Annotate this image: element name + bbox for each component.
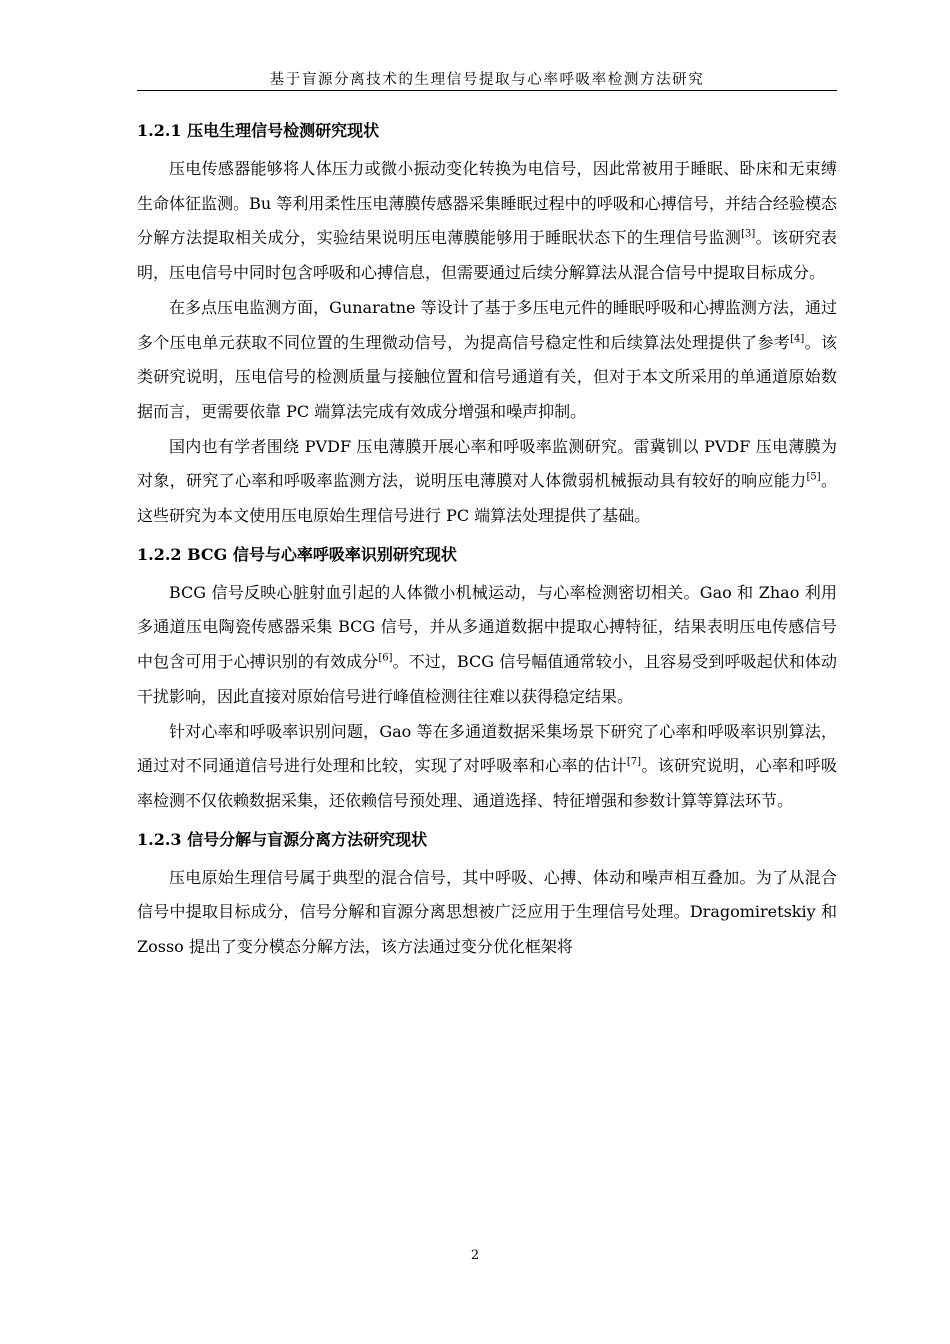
paragraph: BCG 信号反映心脏射血引起的人体微小机械运动，与心率检测密切相关。Gao 和 Zhao 利用多通道压电陶瓷传感器采集 BCG 信号，并从多通道数据中提取心搏特征，结果表明压电传感信号中包含可用于心搏识别的有效成分[6]。不过，BCG 信号幅值通常较小，且容易受到呼吸起伏和体动干扰影响，因此直接对原始信号进行峰值检测往往难以获得稳定结果。: [137, 582, 837, 706]
section-heading-1-2-2: 1.2.2 BCG 信号与心率呼吸率识别研究现状: [137, 544, 457, 564]
paragraph: 压电原始生理信号属于典型的混合信号，其中呼吸、心搏、体动和噪声相互叠加。为了从混合信号中提取目标成分，信号分解和盲源分离思想被广泛应用于生理信号处理。Dragomiretskiy 和 Zosso 提出了变分模态分解方法，该方法通过变分优化框架将: [137, 867, 837, 957]
citation: [3]: [741, 229, 756, 241]
page-number: 2: [470, 1248, 480, 1263]
section-heading-1-2-3: 1.2.3 信号分解与盲源分离方法研究现状: [137, 829, 428, 849]
citation: [7]: [626, 756, 642, 768]
page-body: [137, 118, 837, 965]
running-header: 基于盲源分离技术的生理信号提取与心率呼吸率检测方法研究: [269, 72, 705, 88]
citation: [5]: [806, 472, 821, 483]
paragraph: 在多点压电监测方面，Gunaratne 等设计了基于多压电元件的睡眠呼吸和心搏监测方法，通过多个压电单元获取不同位置的生理微动信号，为提高信号稳定性和后续算法处理提供了参考[4]。该类研究说明，压电信号的检测质量与接触位置和信号通道有关，但对于本文所采用的单通道原始数据而言，更需要依靠 PC 端算法完成有效成分增强和噪声抑制。: [137, 297, 837, 421]
paragraph: 针对心率和呼吸率识别问题，Gao 等在多通道数据采集场景下研究了心率和呼吸率识别算法，通过对不同通道信号进行处理和比较，实现了对呼吸率和心率的估计[7]。该研究说明，心率和呼吸率检测不仅依赖数据采集，还依赖信号预处理、通道选择、特征增强和参数计算等算法环节。: [137, 721, 837, 810]
citation: [6]: [378, 652, 393, 664]
section-heading-1-2-1: 1.2.1 压电生理信号检测研究现状: [137, 121, 380, 140]
paragraph: 国内也有学者围绕 PVDF 压电薄膜开展心率和呼吸率监测研究。雷冀钏以 PVDF 压电薄膜为对象，研究了心率和呼吸率监测方法，说明压电薄膜对人体微弱机械振动具有较好的响应能力[5]。这些研究为本文使用压电原始生理信号进行 PC 端算法处理提供了基础。: [137, 436, 837, 526]
paragraph: 压电传感器能够将人体压力或微小振动变化转换为电信号，因此常被用于睡眠、卧床和无束缚生命体征监测。Bu 等利用柔性压电薄膜传感器采集睡眠过程中的呼吸和心搏信号，并结合经验模态分解方法提取相关成分，实验结果说明压电薄膜能够用于睡眠状态下的生理信号监测[3]。该研究表明，压电信号中同时包含呼吸和心搏信息，但需要通过后续分解算法从混合信号中提取目标成分。: [137, 159, 837, 283]
header-rule: [137, 90, 837, 91]
citation: [4]: [790, 333, 805, 345]
